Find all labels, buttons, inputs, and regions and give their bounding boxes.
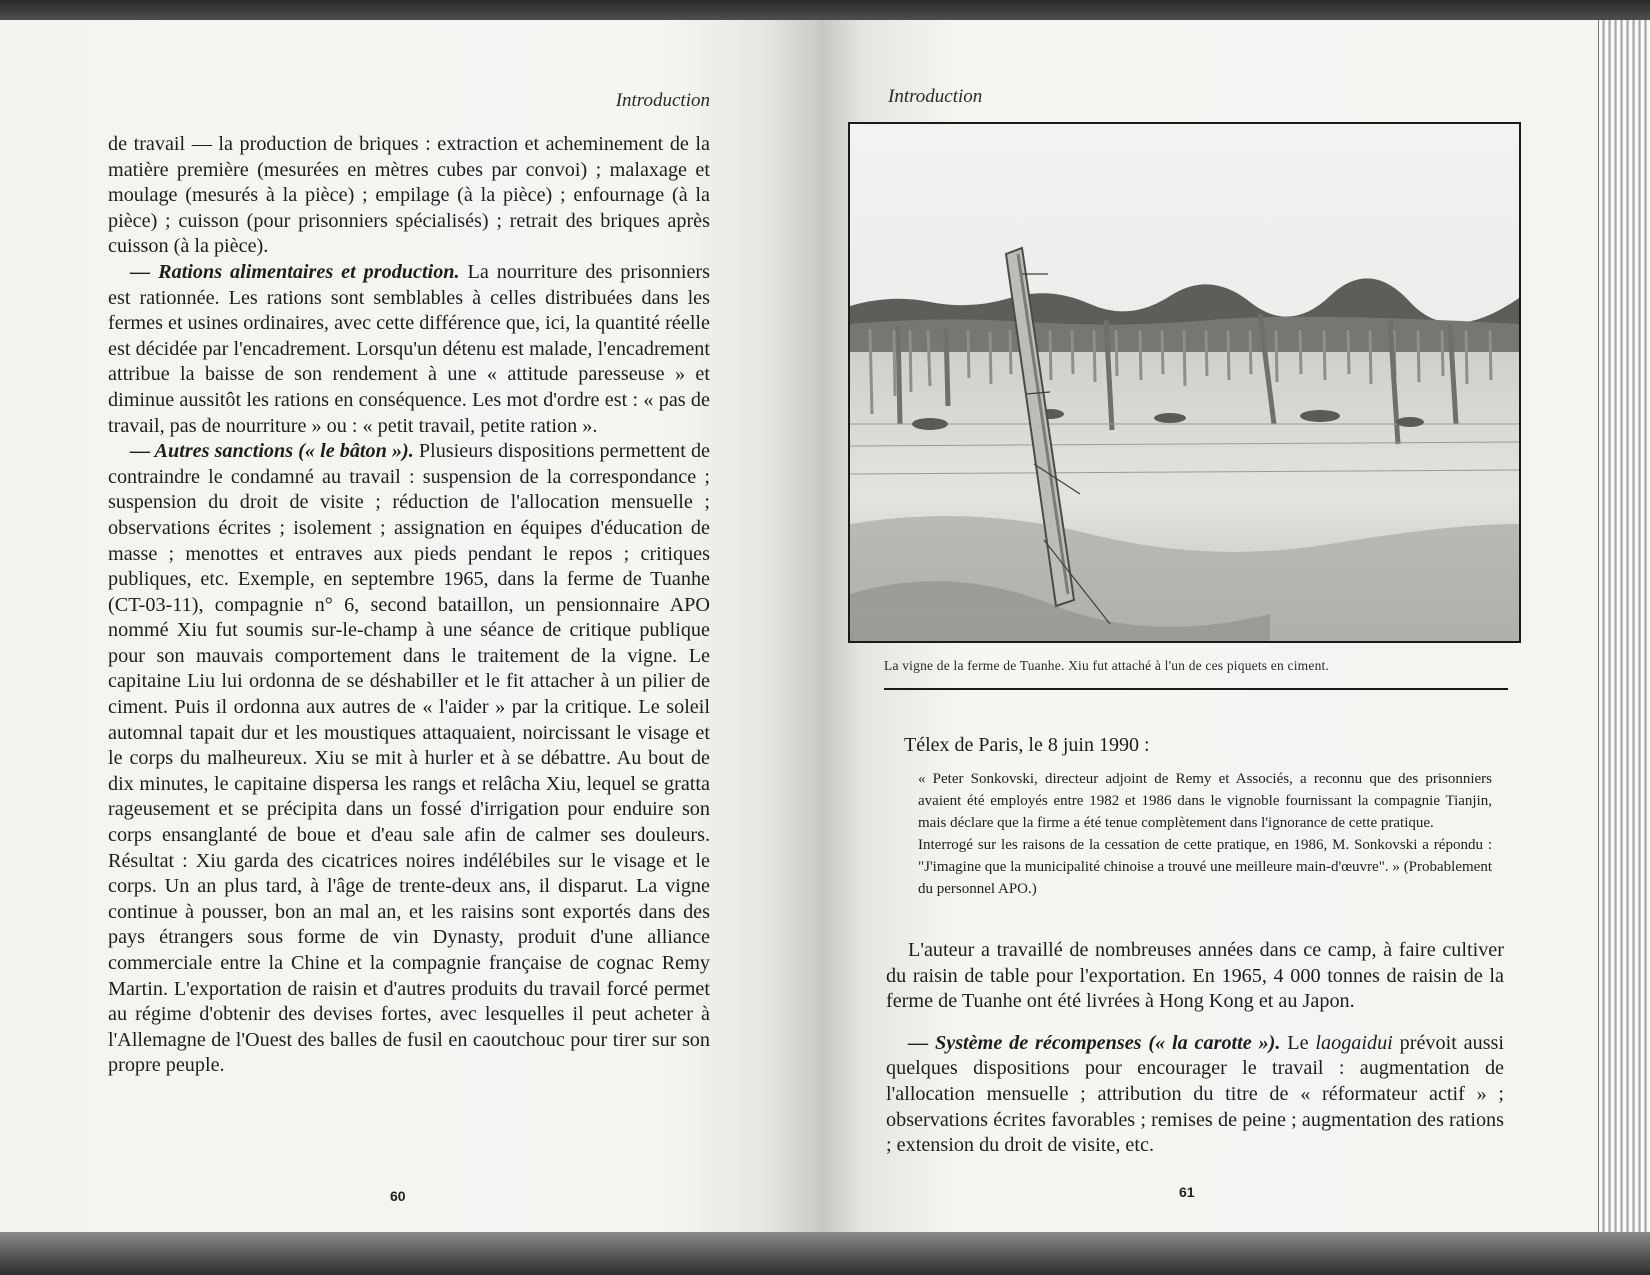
paragraph-rations-text: La nourriture des prisonniers est rationnée. Les rations sont semblables à celles distribuées dans les fermes et usines ordinaires, avec cette différence que, ici, la quantité réelle est décidée par l'encadrement. Lorsqu'un détenu est malade, l'encadrement attribue la baisse de son rendement à une « attitude paresseuse » et diminue aussitôt les rations en conséquence. Les mot d'ordre est : « pas de travail, pas de nourriture » ou : « petit travail, petite ration ». <box>108 260 710 437</box>
section-heading-rations: — Rations alimentaires et production. <box>130 260 460 283</box>
term-laogaidui: laogaidui <box>1315 1031 1393 1054</box>
paragraph-rewards <box>886 1031 1504 1159</box>
scan-border-bottom <box>0 1232 1650 1275</box>
right-page <box>822 20 1598 1240</box>
paragraph-brick-production: de travail — la production de briques : extraction et acheminement de la matière première (mesurées en mètres cubes par convoi) ; malaxage et moulage (mesurés à la pièce) ; empilage (à la pièce) ; enfournage (à la pièce) ; cuisson (pour prisonniers spécialisés) ; retrait des briques après cuisson (à la pièce). <box>108 133 710 258</box>
paragraph-author: L'auteur a travaillé de nombreuses années dans ce camp, à faire cultiver du raisin de table pour l'exportation. En 1965, 4 000 tonnes de raisin de la ferme de Tuanhe ont été livrées à Hong Kong et au Japon. <box>886 939 1504 1013</box>
vineyard-illustration <box>850 124 1519 641</box>
telex-heading: Télex de Paris, le 8 juin 1990 : <box>904 734 1150 756</box>
left-page-body <box>108 132 710 1079</box>
right-page-body <box>886 938 1504 1159</box>
photo-caption: La vigne de la ferme de Tuanhe. Xiu fut attaché à l'un de ces piquets en ciment. <box>884 658 1330 673</box>
left-page <box>0 20 822 1240</box>
running-head-right: Introduction <box>888 86 983 107</box>
paragraph-rations <box>108 260 710 439</box>
page-number-right: 61 <box>1179 1184 1195 1200</box>
paragraph-sanctions-text: Plusieurs dispositions permettent de contraindre le condamné au travail : suspension de la correspondance ; suspension du droit de visite ; réduction de l'allocation mensuelle ; observations écrites ; isolement ; assignation en équipes d'éducation de masse ; menottes et entraves aux pieds pendant le repos ; critiques publiques, etc. Exemple, en septembre 1965, dans la ferme de Tuanhe (CT-03-11), compagnie n° 6, second bataillon, un pensionnaire APO nommé Xiu fut soumis sur-le-champ à une séance de critique publique pour son mauvais comportement dans le traitement de la vigne. Le capitaine Liu lui ordonna de se déshabiller et le fit attacher à un pilier de ciment. Puis il ordonna aux autres de « l'aider » par la critique. Le soleil automnal tapait dur et les moustiques attaquaient, noircissant le visage et le corps du malheureux. Xiu se mit à hurler et à se débattre. Au bout de dix minutes, le capitaine dispersa les rangs et relâcha Xiu, lequel se gratta rageusement et se précipita dans un fossé d'irrigation pour enduire son corps ensanglanté de boue et d'eau sale afin de calmer ses douleurs. Résultat : Xiu garda des cicatrices noires indélébiles sur le visage et le corps. Un an plus tard, à l'âge de trente-deux ans, il disparut. La vigne continue à pousser, bon an mal an, et les raisins sont exportés dans des pays étrangers sous forme de vin Dynasty, produit d'une alliance commerciale entre la Chine et la compagnie française de cognac Remy Martin. L'exportation de raisin et d'autres produits du travail forcé permet au régime d'obtenir des devises fortes, avec lesquelles il peut acheter à l'Allemagne de l'Ouest des balles de fusil en caoutchouc pour tirer sur son propre peuple. <box>108 440 710 1077</box>
caption-rule <box>884 688 1508 690</box>
paragraph-rewards-le: Le <box>1280 1031 1316 1054</box>
section-heading-rewards: — Système de récompenses (« la carotte »). <box>908 1031 1281 1054</box>
paragraph-rewards-text: prévoit aussi quelques dispositions pour encourager le travail : augmentation de l'allocation mensuelle ; attribution du titre de « réformateur actif » ; observations écrites favorables ; remises de peine ; augmentation des rations ; extension du droit de visite, etc. <box>886 1031 1505 1157</box>
telex-quote-first: « Peter Sonkovski, directeur adjoint de Remy et Associés, a reconnu que des prisonniers avaient été employés entre 1982 et 1986 dans le vignoble fournissant la compagnie Tianjin, mais déclare que la firme a été tenue complètement dans l'ignorance de cette pratique. <box>918 771 1492 831</box>
telex-quote-second: Interrogé sur les raisons de la cessation de cette pratique, en 1986, M. Sonkovski a répondu : "J'imagine que la municipalité chinoise a trouvé une meilleure main-d'œuvre". » (Probablement du personnel APO.) <box>918 837 1492 897</box>
running-head-left: Introduction <box>615 90 710 111</box>
paragraph-sanctions <box>108 439 710 1079</box>
section-heading-sanctions: — Autres sanctions (« le bâton »). <box>130 440 414 463</box>
vineyard-photo <box>848 122 1521 643</box>
page-number-left: 60 <box>390 1188 406 1204</box>
telex-quote <box>918 768 1492 900</box>
page-edges <box>1598 20 1650 1240</box>
